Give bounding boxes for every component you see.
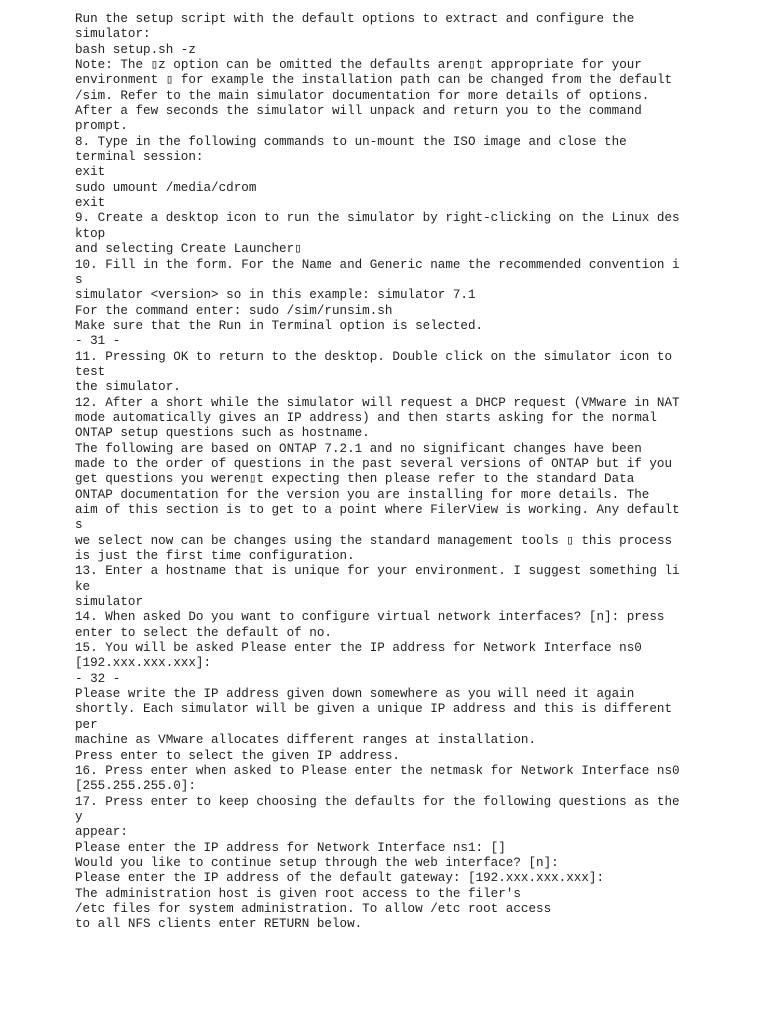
text-line: ktop [75,226,106,241]
text-line: 12. After a short while the simulator will request a DHCP request (VMware in NAT [75,395,680,410]
text-line: 15. You will be asked Please enter the IP address for Network Interface ns0 [75,641,642,656]
text-line: terminal session: [75,150,204,165]
text-line: the simulator. [75,380,181,395]
text-line: y [75,809,83,824]
text-line: bash setup.sh -z [75,42,196,57]
text-line: The following are based on ONTAP 7.2.1 and no significant changes have been [75,441,642,456]
text-line: simulator: [75,27,151,42]
text-line: 13. Enter a hostname that is unique for your environment. I suggest something li [75,564,680,579]
text-line: environment ▯ for example the installation path can be changed from the default [75,73,673,88]
text-line: Run the setup script with the default options to extract and configure the [75,12,635,26]
text-line: to all NFS clients enter RETURN below. [75,917,363,932]
text-line: enter to select the default of no. [75,625,332,640]
text-line: ONTAP setup questions such as hostname. [75,426,370,441]
text-line: prompt. [75,119,128,134]
text-line: ke [75,579,91,594]
page-number: - 31 - [75,334,121,349]
text-line: Please write the IP address given down somewhere as you will need it again [75,687,635,702]
text-line: After a few seconds the simulator will unpack and return you to the command [75,104,642,119]
text-line: [192.xxx.xxx.xxx]: [75,656,212,671]
text-line: s [75,272,83,287]
text-line: Press enter to select the given IP address. [75,748,400,763]
text-line: appear: [75,825,128,840]
text-line: 9. Create a desktop icon to run the simulator by right-clicking on the Linux des [75,211,680,226]
text-line: simulator <version> so in this example: simulator 7.1 [75,288,476,303]
text-line: sudo umount /media/cdrom [75,180,257,195]
text-line: get questions you weren▯t expecting then please refer to the standard Data [75,472,635,487]
text-line: simulator [75,595,144,610]
text-line: and selecting Create Launcher▯ [75,242,302,257]
text-line: per [75,717,98,732]
text-line: Please enter the IP address of the default gateway: [192.xxx.xxx.xxx]: [75,871,605,886]
text-line: 14. When asked Do you want to configure virtual network interfaces? [n]: press [75,610,665,625]
text-line: mode automatically gives an IP address) and then starts asking for the normal [75,410,657,425]
text-line: For the command enter: sudo /sim/runsim.sh [75,303,393,318]
text-line: exit [75,196,106,211]
text-line: [255.255.255.0]: [75,779,196,794]
text-line: ONTAP documentation for the version you are installing for more details. The [75,487,650,502]
text-line: Please enter the IP address for Network Interface ns1: [] [75,840,506,855]
text-line: s [75,518,83,533]
text-line: 11. Pressing OK to return to the desktop. Double click on the simulator icon to [75,349,673,364]
text-line: 16. Press enter when asked to Please enter the netmask for Network Interface ns0 [75,763,680,778]
text-line: aim of this section is to get to a point where FilerView is working. Any default [75,503,680,517]
text-line: exit [75,165,106,180]
text-line: Note: The ▯z option can be omitted the defaults aren▯t appropriate for your [75,58,642,73]
text-line: Would you like to continue setup through the web interface? [n]: [75,855,559,870]
text-line: /etc files for system administration. To allow /etc root access [75,901,552,916]
text-line: 8. Type in the following commands to un-mount the ISO image and close the [75,134,627,149]
text-line: we select now can be changes using the standard management tools ▯ this process [75,533,673,548]
text-line: /sim. Refer to the main simulator documentation for more details of options. [75,88,650,103]
text-line: 10. Fill in the form. For the Name and Generic name the recommended convention i [75,257,680,272]
text-line: 17. Press enter to keep choosing the defaults for the following questions as the [75,794,680,809]
document-body [75,12,765,933]
text-line: made to the order of questions in the past several versions of ONTAP but if you [75,456,673,471]
page-number: - 32 - [75,671,121,686]
text-line: Make sure that the Run in Terminal option is selected. [75,318,484,333]
text-line: The administration host is given root access to the filer's [75,886,521,901]
text-line: shortly. Each simulator will be given a unique IP address and this is different [75,702,673,717]
text-line: machine as VMware allocates different ranges at installation. [75,733,537,748]
text-line: test [75,364,106,379]
text-line: is just the first time configuration. [75,549,355,564]
